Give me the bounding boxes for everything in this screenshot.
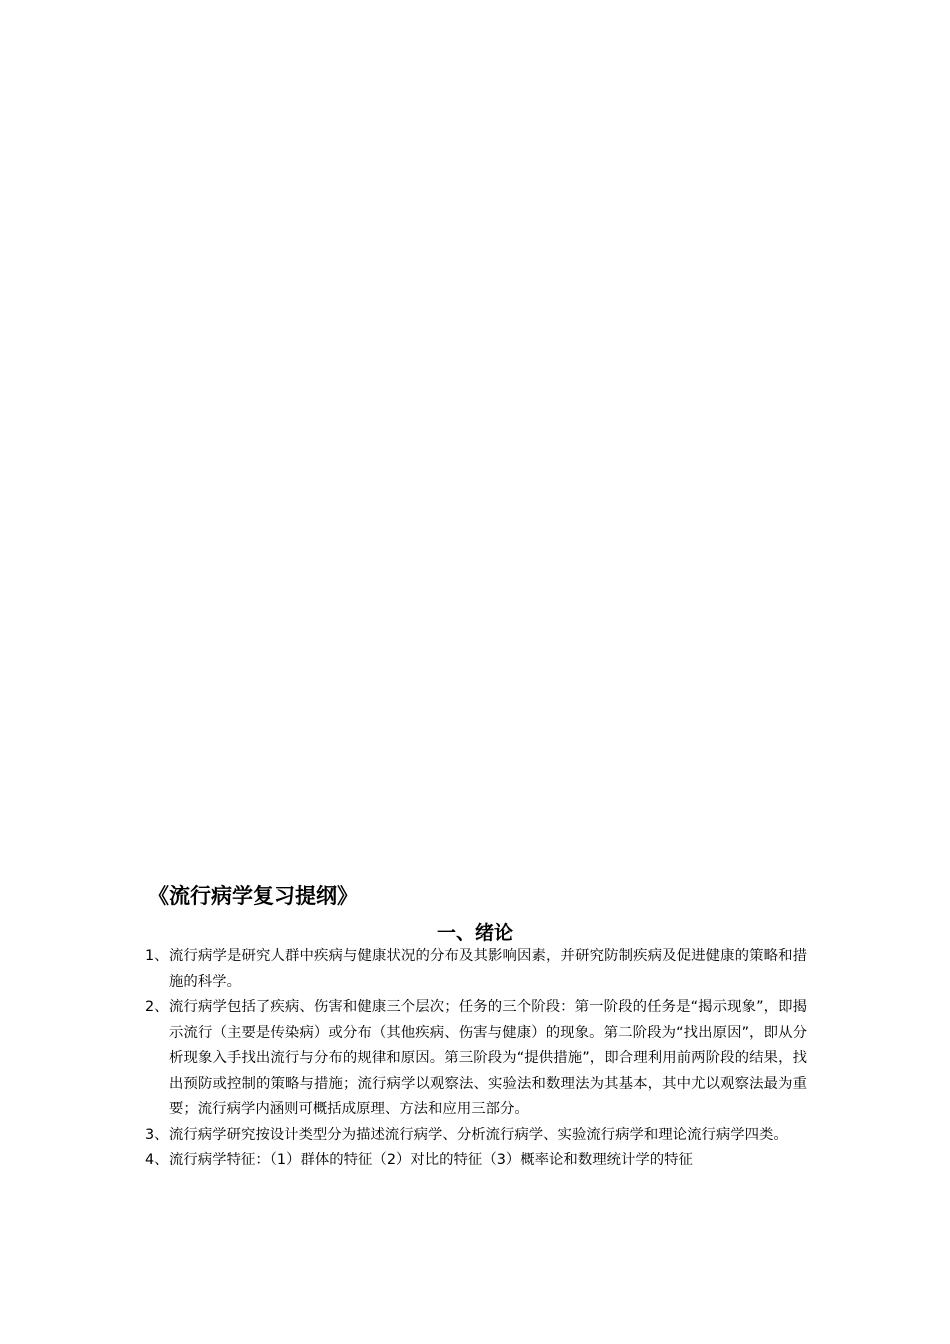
list-item-number: 1、 [145,948,169,964]
list-item [145,1148,807,1174]
list-item-number: 3、 [145,1126,169,1143]
list-item-number: 2、 [145,999,169,1015]
list-item [145,995,807,1123]
list-item-text: 流行病学研究按设计类型分为描述流行病学、分析流行病学、实验流行病学和理论流行病学四类。 [169,1126,788,1143]
document-title: 《流行病学复习提纲》 [148,884,358,908]
list-item-text: 流行病学特征：（1）群体的特征（2）对比的特征（3）概率论和数理统计学的特征 [169,1152,693,1168]
section-heading: 一、绪论 [436,922,513,944]
list-item [145,1123,807,1149]
list-item [145,944,807,995]
list-item-number: 4、 [145,1152,169,1168]
outline-list [145,944,807,1174]
list-item-text: 流行病学包括了疾病、伤害和健康三个层次；任务的三个阶段：第一阶段的任务是“揭示现象”，即揭示流行（主要是传染病）或分布（其他疾病、伤害与健康）的现象。第二阶段为“找出原因”，即从分析现象入手找出流行与分布的规律和原因。第三阶段为“提供措施”，即合理利用前两阶段的结果，找出预防或控制的策略与措施；流行病学以观察法、实验法和数理法为其基本，其中尤以观察法最为重要；流行病学内涵则可概括成原理、方法和应用三部分。 [169,999,807,1117]
list-item-text: 流行病学是研究人群中疾病与健康状况的分布及其影响因素，并研究防制疾病及促进健康的策略和措施的科学。 [169,948,807,990]
